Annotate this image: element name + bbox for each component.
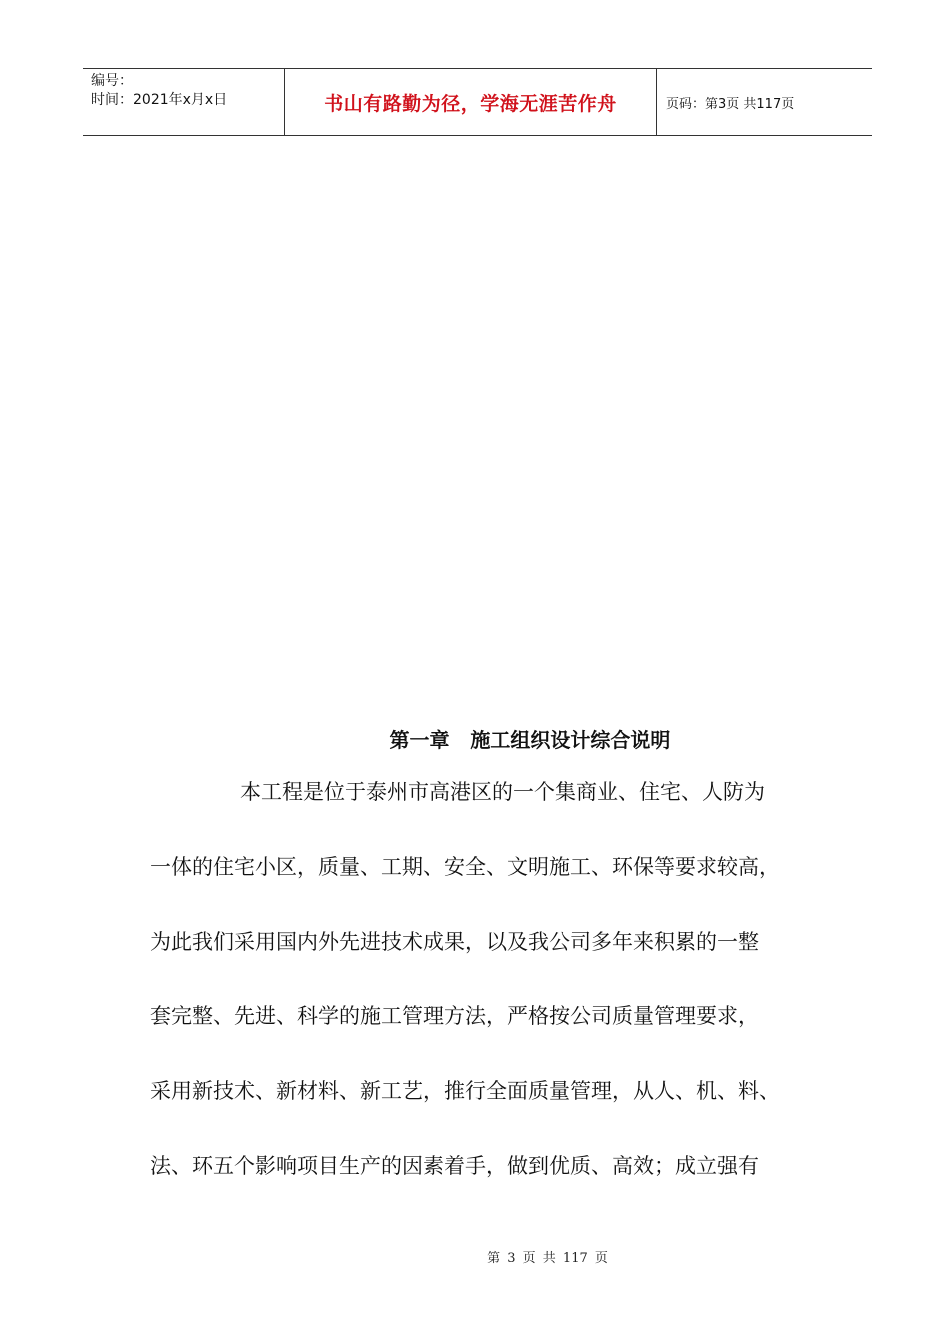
page-footer: 第 3 页 共 117 页: [487, 1251, 608, 1266]
paragraph-line: 为此我们采用国内外先进技术成果，以及我公司多年来积累的一整: [150, 930, 759, 954]
document-header: [83, 68, 872, 136]
paragraph-line: 本工程是位于泰州市高港区的一个集商业、住宅、人防为: [240, 780, 765, 804]
header-page-info: 页码：第3页 共117页: [666, 96, 795, 112]
paragraph-line: 法、环五个影响项目生产的因素着手，做到优质、高效；成立强有: [150, 1154, 759, 1178]
paragraph-line: 采用新技术、新材料、新工艺，推行全面质量管理，从人、机、料、: [150, 1079, 780, 1103]
paragraph-line: 套完整、先进、科学的施工管理方法，严格按公司质量管理要求，: [150, 1004, 759, 1028]
paragraph-line: 一体的住宅小区，质量、工期、安全、文明施工、环保等要求较高，: [150, 855, 780, 879]
date-label: 时间：2021年x月x日: [91, 92, 228, 108]
serial-number-label: 编号：: [91, 73, 133, 89]
chapter-title: 第一章 施工组织设计综合说明: [389, 728, 671, 752]
header-meta: [83, 69, 284, 135]
header-motto: 书山有路勤为径，学海无涯苦作舟: [284, 69, 657, 135]
